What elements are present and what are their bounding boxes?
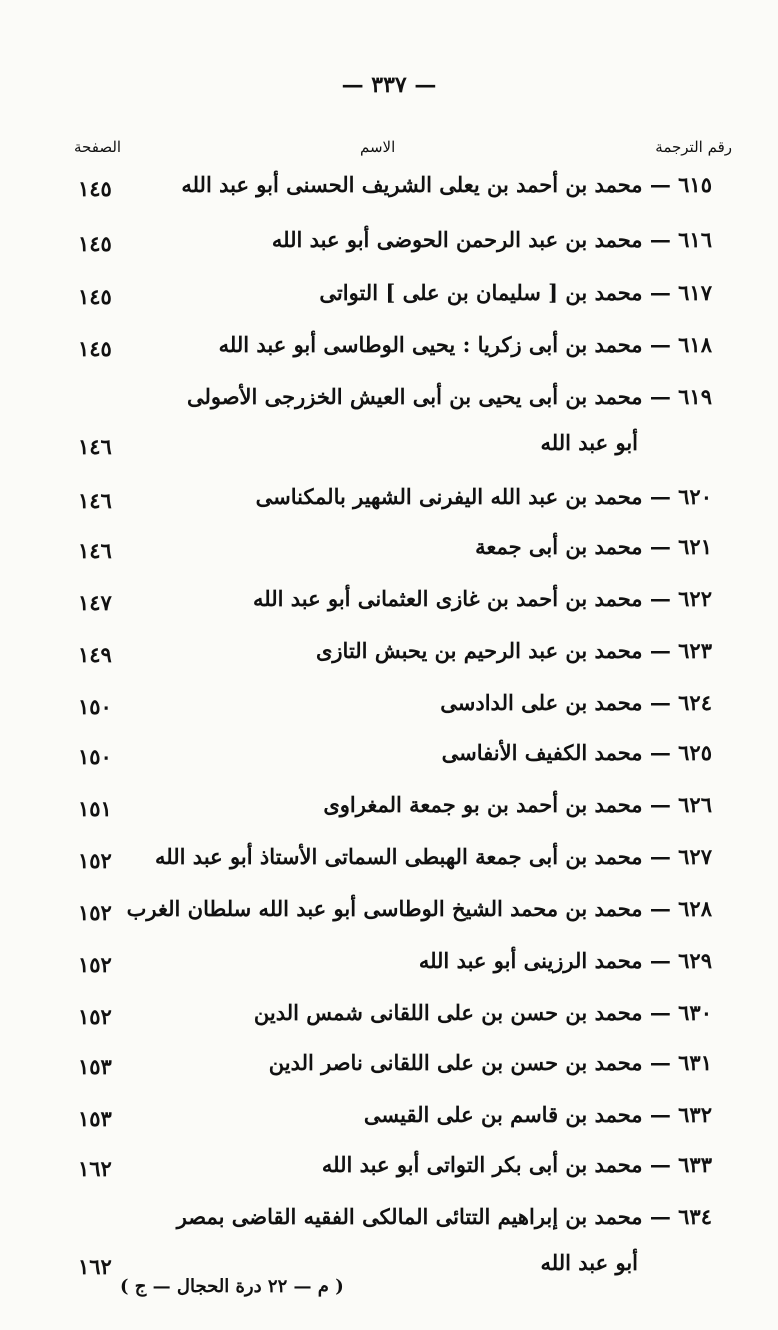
index-entry	[0, 384, 778, 459]
entry-name: ٦١٦ — محمد بن عبد الرحمن الحوضى أبو عبد الله	[271, 227, 712, 252]
entry-page: ١٤٥	[78, 336, 112, 361]
footer-signature: ( م — ٢٢ درة الحجال — ج )	[120, 1276, 344, 1297]
entry-name: ٦٣١ — محمد بن حسن بن على اللقانى ناصر الدين	[268, 1050, 712, 1075]
entry-name: ٦٣٢ — محمد بن قاسم بن على القيسى	[363, 1102, 712, 1127]
index-entry	[0, 792, 778, 832]
entry-name: ٦٢٢ — محمد بن أحمد بن غازى العثمانى أبو عبد الله	[253, 586, 712, 611]
index-entry	[0, 484, 778, 524]
entry-page: ١٥٣	[78, 1106, 112, 1131]
index-entry	[0, 332, 778, 372]
entry-page: ١٤٥	[78, 176, 112, 201]
entry-name: ٦٢١ — محمد بن أبى جمعة	[475, 534, 712, 559]
entry-name: ٦٣٣ — محمد بن أبى بكر التواتى أبو عبد الله	[321, 1152, 712, 1177]
index-entry	[0, 280, 778, 320]
entry-name: ٦٢٤ — محمد بن على الدادسى	[440, 690, 712, 715]
entry-name: ٦٣٠ — محمد بن حسن بن على اللقانى شمس الدين	[253, 1000, 712, 1025]
entry-page: ١٦٢	[78, 1156, 112, 1181]
entry-page: ١٥٠	[78, 744, 112, 769]
index-entry	[0, 1204, 778, 1279]
entry-continuation: أبو عبد الله	[540, 1250, 638, 1275]
index-entry	[0, 896, 778, 936]
index-entry	[0, 1050, 778, 1090]
entry-name: ٦١٨ — محمد بن أبى زكريا : يحيى الوطاسى أبو عبد الله	[218, 332, 712, 357]
entry-page: ١٤٧	[78, 590, 112, 615]
entry-page: ١٤٥	[78, 231, 112, 256]
index-entry	[0, 844, 778, 884]
entry-name: ٦٢٨ — محمد بن محمد الشيخ الوطاسى أبو عبد الله سلطان الغرب	[126, 896, 712, 921]
index-entry	[0, 740, 778, 780]
index-entry	[0, 690, 778, 730]
entry-page: ١٥٢	[78, 900, 112, 925]
index-entry	[0, 638, 778, 678]
entry-name: ٦١٧ — محمد بن [ سليمان بن على ] التواتى	[319, 280, 712, 305]
entry-page: ١٥٢	[78, 1004, 112, 1029]
index-entry	[0, 1102, 778, 1142]
entry-continuation: أبو عبد الله	[540, 430, 638, 455]
entry-name: ٦٢٩ — محمد الرزينى أبو عبد الله	[418, 948, 712, 973]
column-header-page: الصفحة	[74, 138, 122, 156]
index-entry	[0, 534, 778, 574]
entry-name: ٦٢٣ — محمد بن عبد الرحيم بن يحبش التازى	[315, 638, 712, 663]
index-entry	[0, 1000, 778, 1040]
index-entry	[0, 1152, 778, 1192]
entry-page: ١٤٩	[78, 642, 112, 667]
entry-name: ٦٢٦ — محمد بن أحمد بن بو جمعة المغراوى	[323, 792, 712, 817]
column-header-number: رقم الترجمة	[655, 138, 732, 156]
entry-page: ١٥٠	[78, 694, 112, 719]
page-number: — ٣٣٧ —	[341, 72, 437, 98]
entry-page: ١٦٢	[78, 1254, 112, 1279]
entry-page: ١٤٥	[78, 284, 112, 309]
column-header-name: الاسم	[360, 138, 396, 156]
entry-name: ٦١٩ — محمد بن أبى يحيى بن أبى العيش الخزرجى الأصولى	[186, 384, 712, 409]
entry-name: ٦٢٧ — محمد بن أبى جمعة الهبطى السماتى الأستاذ أبو عبد الله	[155, 844, 712, 869]
entry-name: ٦٣٤ — محمد بن إبراهيم التتائى المالكى الفقيه القاضى بمصر	[176, 1204, 712, 1229]
index-entry	[0, 948, 778, 988]
entry-page: ١٤٦	[78, 434, 112, 459]
entry-page: ١٥٢	[78, 848, 112, 873]
entry-page: ١٤٦	[78, 488, 112, 513]
entry-page: ١٥٣	[78, 1054, 112, 1079]
index-entry	[0, 227, 778, 267]
index-entry	[0, 586, 778, 626]
entry-name: ٦١٥ — محمد بن أحمد بن يعلى الشريف الحسنى أبو عبد الله	[181, 172, 712, 197]
entry-name: ٦٢٥ — محمد الكفيف الأنفاسى	[441, 740, 712, 765]
entry-page: ١٥١	[78, 796, 112, 821]
entry-page: ١٥٢	[78, 952, 112, 977]
entry-page: ١٤٦	[78, 538, 112, 563]
entry-name: ٦٢٠ — محمد بن عبد الله اليفرنى الشهير بالمكناسى	[255, 484, 712, 509]
index-entry	[0, 172, 778, 212]
